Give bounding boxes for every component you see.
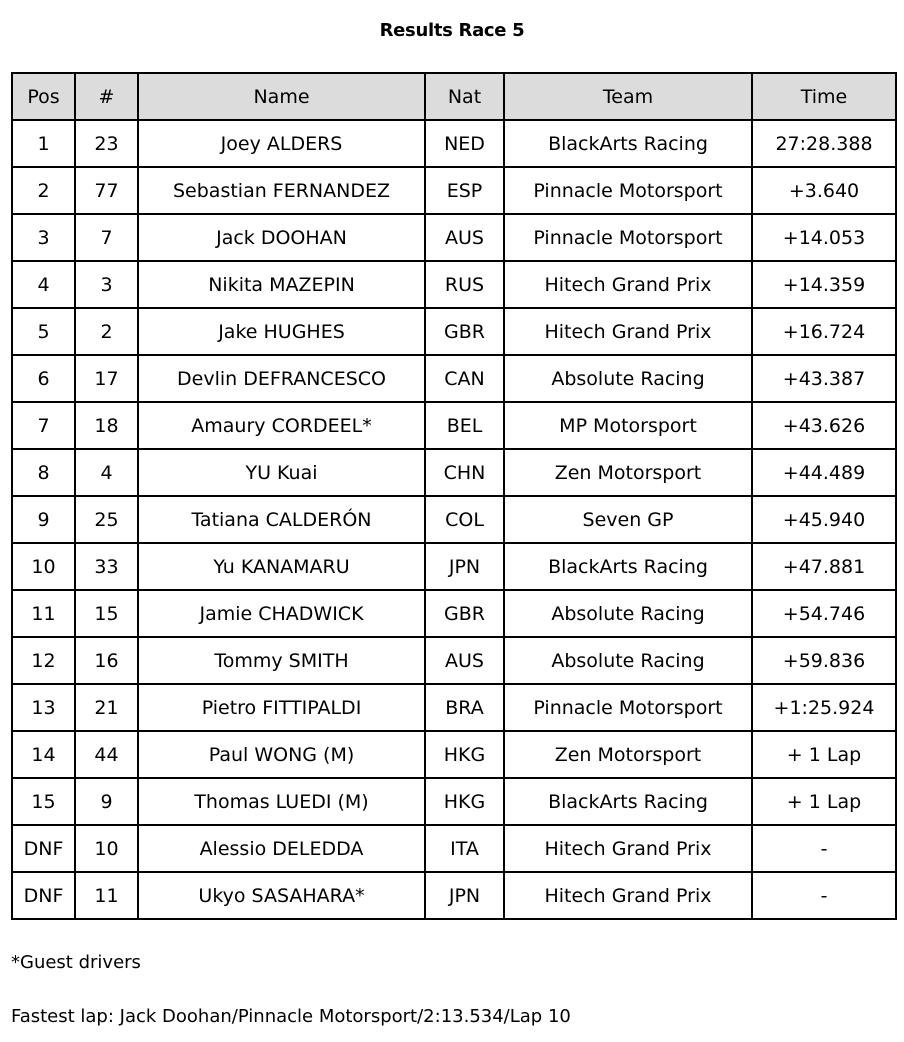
cell-team: BlackArts Racing xyxy=(504,543,752,590)
cell-pos: 5 xyxy=(12,308,75,355)
cell-nat: AUS xyxy=(425,214,504,261)
cell-team: MP Motorsport xyxy=(504,402,752,449)
cell-name: Tatiana CALDERÓN xyxy=(138,496,425,543)
cell-team: Absolute Racing xyxy=(504,355,752,402)
cell-name: Thomas LUEDI (M) xyxy=(138,778,425,825)
cell-team: Hitech Grand Prix xyxy=(504,825,752,872)
cell-nat: ITA xyxy=(425,825,504,872)
cell-team: Hitech Grand Prix xyxy=(504,872,752,919)
column-header-time: Time xyxy=(752,73,896,120)
cell-team: Zen Motorsport xyxy=(504,731,752,778)
cell-time: +43.387 xyxy=(752,355,896,402)
cell-name: Jamie CHADWICK xyxy=(138,590,425,637)
cell-number: 3 xyxy=(75,261,138,308)
cell-team: Hitech Grand Prix xyxy=(504,261,752,308)
cell-time: + 1 Lap xyxy=(752,778,896,825)
table-row xyxy=(12,261,896,308)
table-row xyxy=(12,778,896,825)
cell-number: 25 xyxy=(75,496,138,543)
cell-number: 2 xyxy=(75,308,138,355)
cell-nat: NED xyxy=(425,120,504,167)
cell-time: +54.746 xyxy=(752,590,896,637)
cell-time: +3.640 xyxy=(752,167,896,214)
cell-nat: CAN xyxy=(425,355,504,402)
cell-time: +14.359 xyxy=(752,261,896,308)
cell-name: Paul WONG (M) xyxy=(138,731,425,778)
cell-number: 23 xyxy=(75,120,138,167)
cell-pos: DNF xyxy=(12,825,75,872)
cell-pos: 2 xyxy=(12,167,75,214)
column-header-name: Name xyxy=(138,73,425,120)
cell-team: Hitech Grand Prix xyxy=(504,308,752,355)
cell-number: 9 xyxy=(75,778,138,825)
cell-nat: CHN xyxy=(425,449,504,496)
cell-pos: 6 xyxy=(12,355,75,402)
cell-number: 11 xyxy=(75,872,138,919)
cell-pos: 7 xyxy=(12,402,75,449)
table-row xyxy=(12,214,896,261)
cell-time: +44.489 xyxy=(752,449,896,496)
cell-pos: 10 xyxy=(12,543,75,590)
cell-time: + 1 Lap xyxy=(752,731,896,778)
cell-team: Absolute Racing xyxy=(504,590,752,637)
cell-number: 4 xyxy=(75,449,138,496)
column-header-number: # xyxy=(75,73,138,120)
cell-number: 7 xyxy=(75,214,138,261)
cell-name: Tommy SMITH xyxy=(138,637,425,684)
cell-time: +16.724 xyxy=(752,308,896,355)
cell-pos: 11 xyxy=(12,590,75,637)
cell-number: 16 xyxy=(75,637,138,684)
cell-pos: 4 xyxy=(12,261,75,308)
guest-drivers-footnote: *Guest drivers xyxy=(11,952,141,973)
cell-name: Nikita MAZEPIN xyxy=(138,261,425,308)
cell-pos: 8 xyxy=(12,449,75,496)
cell-nat: BRA xyxy=(425,684,504,731)
cell-name: Pietro FITTIPALDI xyxy=(138,684,425,731)
cell-team: Pinnacle Motorsport xyxy=(504,214,752,261)
cell-team: Pinnacle Motorsport xyxy=(504,684,752,731)
cell-name: Joey ALDERS xyxy=(138,120,425,167)
cell-nat: JPN xyxy=(425,543,504,590)
cell-name: Ukyo SASAHARA* xyxy=(138,872,425,919)
cell-pos: 15 xyxy=(12,778,75,825)
cell-time: - xyxy=(752,825,896,872)
cell-nat: AUS xyxy=(425,637,504,684)
cell-name: Jack DOOHAN xyxy=(138,214,425,261)
table-row xyxy=(12,167,896,214)
table-row xyxy=(12,637,896,684)
table-row xyxy=(12,872,896,919)
cell-time: +14.053 xyxy=(752,214,896,261)
table-row xyxy=(12,543,896,590)
cell-number: 17 xyxy=(75,355,138,402)
cell-nat: HKG xyxy=(425,778,504,825)
cell-number: 10 xyxy=(75,825,138,872)
cell-number: 33 xyxy=(75,543,138,590)
table-row xyxy=(12,684,896,731)
table-row xyxy=(12,355,896,402)
cell-pos: 9 xyxy=(12,496,75,543)
cell-pos: 3 xyxy=(12,214,75,261)
column-header-pos: Pos xyxy=(12,73,75,120)
cell-name: Amaury CORDEEL* xyxy=(138,402,425,449)
cell-nat: GBR xyxy=(425,308,504,355)
cell-number: 15 xyxy=(75,590,138,637)
column-header-nat: Nat xyxy=(425,73,504,120)
cell-name: Sebastian FERNANDEZ xyxy=(138,167,425,214)
cell-team: Absolute Racing xyxy=(504,637,752,684)
results-table xyxy=(11,72,897,920)
cell-nat: JPN xyxy=(425,872,504,919)
cell-name: Alessio DELEDDA xyxy=(138,825,425,872)
cell-time: - xyxy=(752,872,896,919)
cell-time: +47.881 xyxy=(752,543,896,590)
cell-name: Jake HUGHES xyxy=(138,308,425,355)
cell-number: 18 xyxy=(75,402,138,449)
column-header-team: Team xyxy=(504,73,752,120)
cell-time: +45.940 xyxy=(752,496,896,543)
cell-time: +59.836 xyxy=(752,637,896,684)
cell-nat: GBR xyxy=(425,590,504,637)
cell-team: Seven GP xyxy=(504,496,752,543)
cell-pos: 1 xyxy=(12,120,75,167)
table-row xyxy=(12,825,896,872)
cell-time: +1:25.924 xyxy=(752,684,896,731)
page-title: Results Race 5 xyxy=(379,20,525,41)
cell-team: Pinnacle Motorsport xyxy=(504,167,752,214)
table-row xyxy=(12,120,896,167)
table-row xyxy=(12,590,896,637)
cell-pos: 14 xyxy=(12,731,75,778)
cell-number: 44 xyxy=(75,731,138,778)
table-row xyxy=(12,496,896,543)
table-header-row xyxy=(12,73,896,120)
table-row xyxy=(12,308,896,355)
cell-nat: COL xyxy=(425,496,504,543)
cell-name: Devlin DEFRANCESCO xyxy=(138,355,425,402)
cell-time: 27:28.388 xyxy=(752,120,896,167)
cell-nat: ESP xyxy=(425,167,504,214)
cell-nat: RUS xyxy=(425,261,504,308)
cell-pos: 12 xyxy=(12,637,75,684)
cell-team: BlackArts Racing xyxy=(504,120,752,167)
cell-pos: 13 xyxy=(12,684,75,731)
cell-nat: BEL xyxy=(425,402,504,449)
table-row xyxy=(12,449,896,496)
fastest-lap-note: Fastest lap: Jack Doohan/Pinnacle Motorsport/2:13.534/Lap 10 xyxy=(11,1006,571,1027)
cell-team: Zen Motorsport xyxy=(504,449,752,496)
cell-number: 77 xyxy=(75,167,138,214)
cell-name: Yu KANAMARU xyxy=(138,543,425,590)
table-row xyxy=(12,402,896,449)
cell-number: 21 xyxy=(75,684,138,731)
cell-nat: HKG xyxy=(425,731,504,778)
cell-team: BlackArts Racing xyxy=(504,778,752,825)
cell-name: YU Kuai xyxy=(138,449,425,496)
cell-pos: DNF xyxy=(12,872,75,919)
table-row xyxy=(12,731,896,778)
cell-time: +43.626 xyxy=(752,402,896,449)
results-body xyxy=(12,120,896,919)
